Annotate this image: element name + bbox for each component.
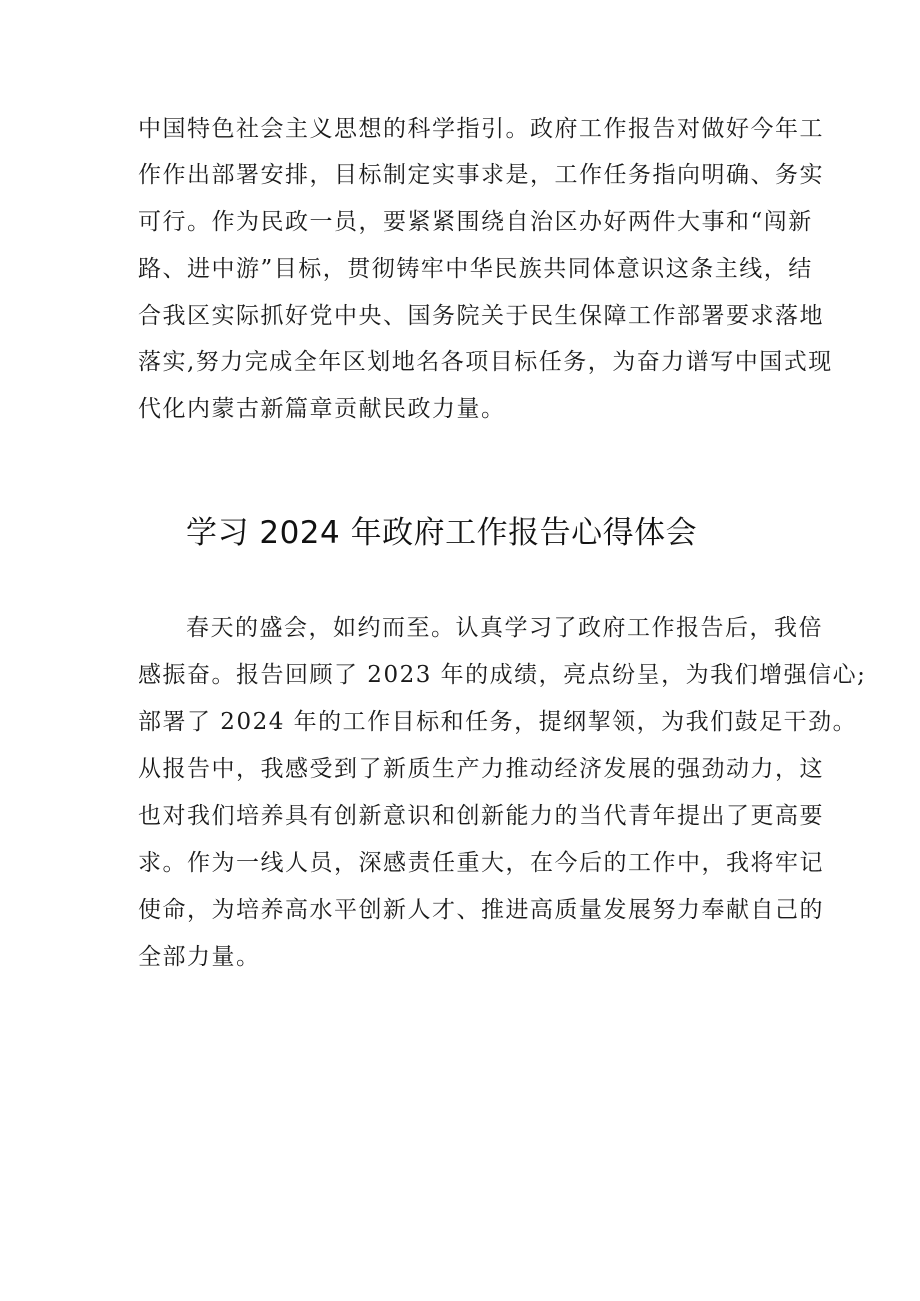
paragraph-2-line-8: 全部力量。 [138,944,261,970]
paragraph-1-line-6: 落实,努力完成全年区划地名各项目标任务，为奋力谱写中国式现 [138,349,833,375]
paragraph-1-line-5: 合我区实际抓好党中央、国务院关于民生保障工作部署要求落地 [138,303,824,329]
paragraph-2-line-2: 感振奋。报告回顾了 2023 年的成绩，亮点纷呈，为我们增强信心; [138,662,867,688]
paragraph-2-line-1: 春天的盛会，如约而至。认真学习了政府工作报告后，我倍 [186,615,823,641]
paragraph-2-line-5: 也对我们培养具有创新意识和创新能力的当代青年提出了更高要 [138,803,824,829]
section-title: 学习 2024 年政府工作报告心得体会 [186,515,698,551]
paragraph-2-line-4: 从报告中，我感受到了新质生产力推动经济发展的强劲动力，这 [138,756,824,782]
paragraph-1-line-1: 中国特色社会主义思想的科学指引。政府工作报告对做好今年工 [138,116,824,142]
paragraph-1-line-7: 代化内蒙古新篇章贡献民政力量。 [138,396,506,422]
paragraph-2-line-3: 部署了 2024 年的工作目标和任务，提纲挈领，为我们鼓足干劲。 [138,709,858,735]
paragraph-2-line-7: 使命，为培养高水平创新人才、推进高质量发展努力奉献自己的 [138,897,824,923]
paragraph-1-line-2: 作作出部署安排，目标制定实事求是，工作任务指向明确、务实 [138,162,824,188]
paragraph-1-line-4: 路、进中游”目标，贯彻铸牢中华民族共同体意识这条主线，结 [138,256,813,282]
paragraph-2-line-6: 求。作为一线人员，深感责任重大，在今后的工作中，我将牢记 [138,850,824,876]
paragraph-1-line-3: 可行。作为民政一员，要紧紧围绕自治区办好两件大事和“闯新 [138,209,813,235]
